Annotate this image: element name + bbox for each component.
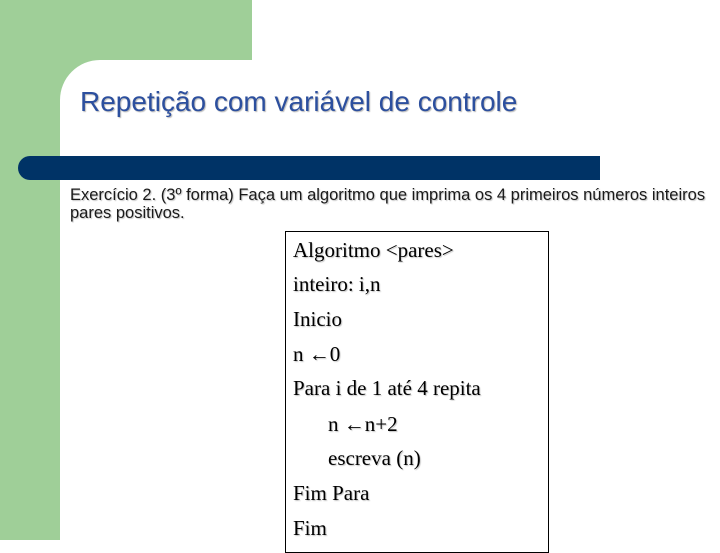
slide-title: Repetição com variável de controle [80, 86, 518, 117]
algorithm-line: Algoritmo <pares> [293, 238, 454, 262]
algorithm-line: escreva (n) [328, 446, 421, 470]
algorithm-line: Para i de 1 até 4 repita [293, 376, 481, 400]
algorithm-line: Fim Para [293, 481, 370, 505]
algorithm-line: Fim [293, 516, 327, 540]
algorithm-line: inteiro: i,n [293, 272, 381, 296]
algorithm-line: Inicio [293, 307, 342, 331]
algorithm-line: n ←0 [293, 342, 341, 366]
algorithm-box [285, 231, 549, 553]
title-divider-bar [18, 156, 600, 180]
green-top-decoration [0, 0, 252, 60]
green-sidebar-decoration [0, 0, 60, 540]
algorithm-line: n ←n+2 [328, 412, 398, 436]
exercise-text: Exercício 2. (3º forma) Faça um algoritmo que imprima os 4 primeiros números inteiros pares positivos. [70, 186, 706, 222]
